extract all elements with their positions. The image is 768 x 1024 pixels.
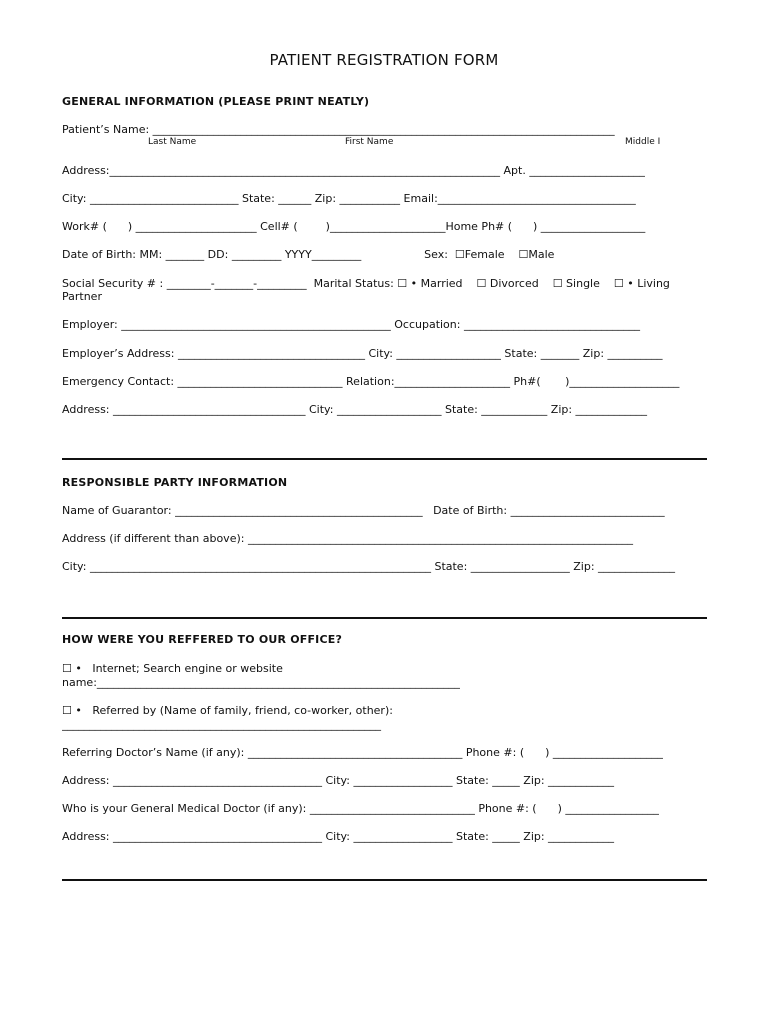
referred-by-checkbox[interactable]: ☐ • Referred by (Name of family, friend, co-worker, other): (62, 704, 393, 717)
referring-doctor-field[interactable]: Referring Doctor’s Name (if any): _______________________________________ Phone #: ( ) ____________________ (62, 746, 663, 759)
phone-numbers-field[interactable]: Work# ( ) ______________________ Cell# ( )_____________________Home Ph# ( ) ___________________ (62, 220, 646, 233)
guarantor-address-field[interactable]: Address (if different than above): ______________________________________________________________________ (62, 532, 633, 545)
section-divider (62, 617, 707, 619)
guarantor-field[interactable]: Name of Guarantor: _____________________________________________ Date of Birth: ____________________________ (62, 504, 665, 517)
referring-doctor-address-field[interactable]: Address: ______________________________________ City: __________________ State: _____ Zip: ____________ (62, 774, 615, 787)
referral-heading: HOW WERE YOU REFFERED TO OUR OFFICE? (62, 633, 343, 646)
middle-initial-caption: Middle I (625, 137, 661, 147)
dob-sex-field[interactable]: Date of Birth: MM: _______ DD: _________ YYYY_________ Sex: ☐Female ☐Male (62, 248, 555, 261)
city-state-zip-email-field[interactable]: City: ___________________________ State: ______ Zip: ___________ Email:____________________________________ (62, 192, 636, 205)
form-title: PATIENT REGISTRATION FORM (269, 51, 499, 69)
emergency-contact-field[interactable]: Emergency Contact: ______________________________ Relation:_____________________ Ph#( )____________________ (62, 375, 680, 388)
employer-field[interactable]: Employer: _________________________________________________ Occupation: ________________________________ (62, 318, 640, 331)
responsible-party-heading: RESPONSIBLE PARTY INFORMATION (62, 476, 288, 489)
referred-by-field[interactable]: __________________________________________________________ (62, 718, 381, 731)
employer-address-field[interactable]: Employer’s Address: __________________________________ City: ___________________ State: _______ Zip: __________ (62, 347, 663, 360)
general-doctor-address-field[interactable]: Address: ______________________________________ City: __________________ State: _____ Zip: ____________ (62, 830, 615, 843)
ssn-marital-status-field[interactable]: Social Security # : ________-_______-_________ Marital Status: ☐ • Married ☐ Divorced ☐ Single ☐ • Living (62, 277, 670, 290)
last-name-caption: Last Name (148, 137, 197, 147)
internet-referral-checkbox[interactable]: ☐ • Internet; Search engine or website (62, 662, 283, 675)
first-name-caption: First Name (345, 137, 394, 147)
section-divider (62, 879, 707, 881)
internet-referral-name-field[interactable]: name:__________________________________________________________________ (62, 676, 460, 689)
section-divider (62, 458, 707, 460)
general-info-heading: GENERAL INFORMATION (PLEASE PRINT NEATLY) (62, 95, 370, 108)
general-doctor-field[interactable]: Who is your General Medical Doctor (if any): ______________________________ Phone #: ( ) _________________ (62, 802, 659, 815)
guarantor-city-field[interactable]: City: ______________________________________________________________ State: __________________ Zip: ______________ (62, 560, 676, 573)
emergency-address-field[interactable]: Address: ___________________________________ City: ___________________ State: ____________ Zip: _____________ (62, 403, 648, 416)
patient-name-field[interactable]: Patient’s Name: ____________________________________________________________________________________ (62, 123, 615, 136)
marital-status-continued: Partner (62, 290, 102, 303)
address-field[interactable]: Address:_______________________________________________________________________ Apt. _____________________ (62, 164, 645, 177)
